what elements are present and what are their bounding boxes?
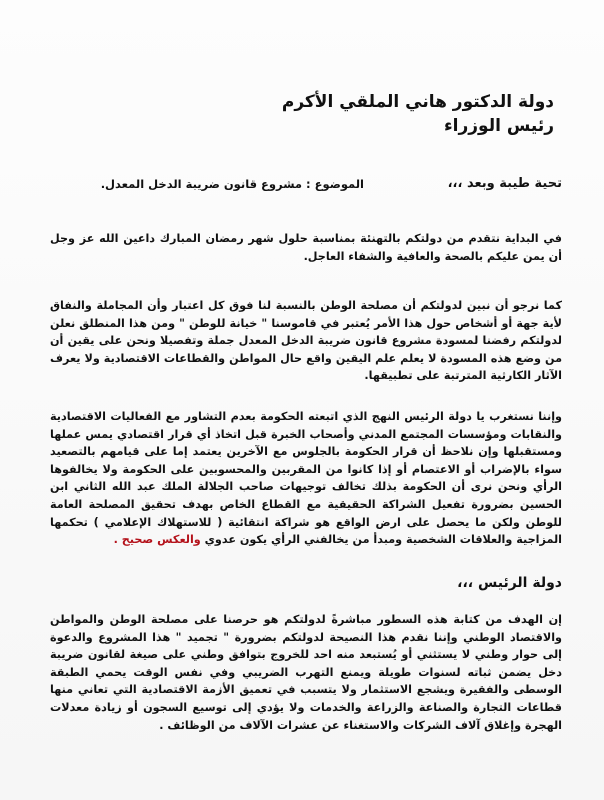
- addressee-name: دولة الدكتور هاني الملقي الأكرم: [281, 92, 554, 112]
- paragraph-criticism-end: والعكس صحيح .: [113, 533, 201, 547]
- paragraph-intro: في البداية نتقدم من دولتكم بالتهنئة بمناسبة حلول شهر رمضان المبارك داعين الله عز وجل أن يمن عليكم بالصحة والعافية والشفاء العاجل.: [50, 232, 562, 263]
- paragraph-recommendation: إن الهدف من كتابة هذه السطور مباشرةً لدولتكم هو حرصنا على مصلحة الوطن والمواطن والاقتصاد الوطني وإننا نقدم هذا النصيحة لدولتكم بضرورة " تجميد " هذا المشروع والدعوة إلى حوار وطني لا يستثني أو يُستبعد منه احد للخروج بتوافق وطني على صيغة لقانون ضريبة دخل يضمن ثباته لسنوات طويلة ويمنع التهرب الضريبي وفي نفس الوقت يحمي الطبقة الوسطى والفقيرة ويشجع الاستثمار ولا يتسبب في تعميق الأزمة الاقتصادية التي تعاني منها قطاعات التجارة والصناعة والزراعة والخدمات ولا يؤدي إلى توسيع السجون أو زيادة معدلات الهجرة وإغلاق آلاف الشركات والاستغناء عن عشرات الآلاف من الوظائف .: [50, 613, 562, 732]
- greeting: تحية طيبة وبعد ،،،: [447, 176, 562, 191]
- paragraph-position: كما نرجو أن نبين لدولتكم أن مصلحة الوطن بالنسبة لنا فوق كل اعتبار وأن المجاملة والنفاق لأية جهة أو أشخاص حول هذا الأمر يُعتبر في قاموسنا " خيانة للوطن " ومن هذا المنطلق نعلن لدولتكم رفضنا لمسودة مشروع قانون ضريبة الدخل المعدل جملة وتفصيلا ونحن على يقين أن من وضع هذه المسودة لا يعلم علم اليقين واقع حال المواطن والقطاعات الاقتصادية ولا يعرف الآثار الكارثية المترتبة على تطبيقها.: [50, 299, 562, 383]
- section-heading: دولة الرئيس ،،،: [457, 575, 562, 591]
- paragraph-criticism-text: وإننا نستغرب يا دولة الرئيس النهج الذي اتبعته الحكومة بعدم التشاور مع الفعاليات الاقتصادية والنقابات ومؤسسات المجتمع المدني وأصحاب الخبرة قبل اتخاذ أي قرار اقتصادي يمس عملها ومستقبلها وإن نلاحظ أن قرار الحكومة بالجلوس مع الآخرين يعتمد إما على قيامهم بالتصعيد سواء بالإضراب أو الاعتصام أو إذا كانوا من المقربين والمحسوبين على الحكومة ولا يخالفوها الرأي ونحن نرى أن الحكومة بذلك تخالف توجيهات صاحب الجلالة الملك عبد الله الثاني ابن الحسين بضرورة تفعيل الشراكة الحقيقية مع القطاع الخاص بهدف تحقيق المصلحة العامة للوطن ولكن ما يحصل على ارض الواقع هو شراكة انتقائية ( للاستهلاك الإعلامي ) تحكمها المزاجية والعلاقات الشخصية ومبدأ من يخالفني الرأي يكون عدوي: [50, 410, 562, 547]
- paragraph-criticism: [50, 408, 562, 549]
- addressee-title: رئيس الوزراء: [443, 116, 554, 136]
- addressee-block: [282, 90, 554, 138]
- subject-line: الموضوع : مشروع قانون ضريبة الدخل المعدل.: [100, 177, 364, 191]
